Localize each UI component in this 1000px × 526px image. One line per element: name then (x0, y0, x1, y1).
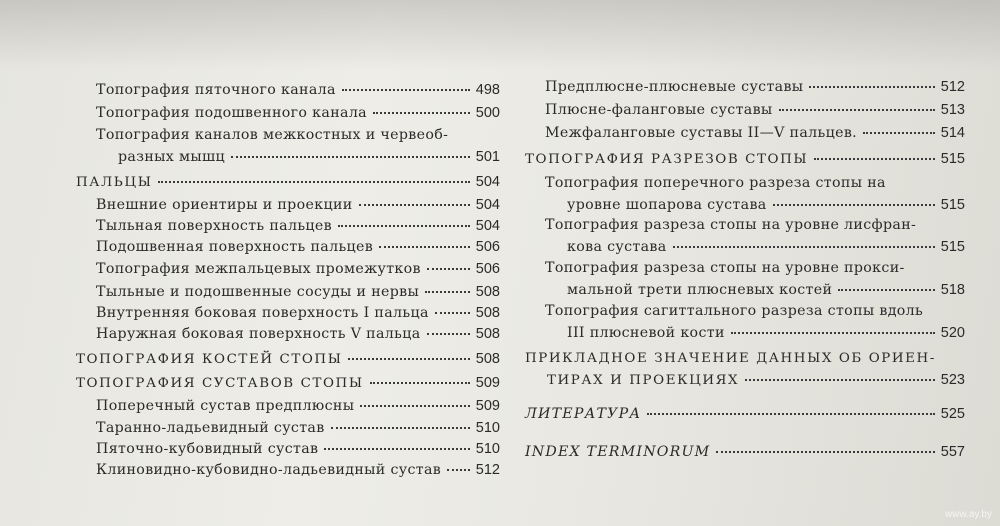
dot-leader (809, 86, 934, 88)
toc-entry-title: Подошвенная поверхность пальцев (96, 239, 374, 255)
toc-entry (76, 173, 500, 195)
dot-leader (370, 382, 470, 384)
toc-entry-title: Тыльная поверхность пальцев (96, 218, 332, 234)
toc-entry-title: Топография поперечного разреза стопы на (545, 175, 886, 191)
toc-entry-title-continued: ТИРАХ И ПРОЕКЦИЯХ (547, 373, 740, 388)
toc-entry (76, 104, 500, 126)
dot-leader (360, 405, 469, 407)
toc-entry (76, 304, 500, 326)
toc-entry-title: Топография подошвенного канала (96, 105, 367, 121)
toc-entry (76, 217, 500, 239)
dot-leader (647, 413, 934, 415)
toc-entry-title-continued: мальной трети плюсневых костей (567, 282, 833, 298)
toc-entry (76, 283, 500, 305)
toc-page-number: 518 (940, 282, 965, 298)
toc-page-number: 510 (475, 441, 500, 457)
toc-page-number: 504 (475, 174, 500, 190)
toc-entry-title-continued: уровне шопарова сустава (567, 197, 767, 213)
toc-entry-title-continued: III плюсневой кости (567, 325, 725, 341)
dot-leader (231, 156, 470, 158)
dot-leader (435, 312, 470, 314)
toc-entry-title: Межфаланговые суставы II—V пальцев. (545, 125, 858, 141)
toc-page-number: 508 (475, 284, 500, 300)
toc-entry-title: ПАЛЬЦЫ (76, 175, 153, 190)
toc-entry-title: Топография каналов межкостных и червеоб- (96, 127, 449, 143)
toc-page-number: 506 (475, 261, 500, 277)
dot-leader (673, 246, 935, 248)
toc-page-number: 525 (940, 406, 965, 422)
toc-page-number: 509 (475, 398, 500, 414)
toc-entry (525, 216, 965, 260)
toc-page-number: 506 (475, 239, 500, 255)
toc-entry (525, 302, 965, 346)
toc-entry (76, 238, 500, 260)
toc-page-number: 513 (940, 102, 965, 118)
toc-entry-title: ТОПОГРАФИЯ КОСТЕЙ СТОПЫ (76, 352, 343, 367)
dot-leader (427, 333, 470, 335)
toc-entry (76, 374, 500, 396)
dot-leader (731, 332, 935, 334)
toc-page-number: 557 (940, 444, 965, 460)
toc-entry-title: Топография разреза стопы на уровне прокси- (545, 260, 905, 276)
toc-entry-title: Таранно-ладьевидный сустав (96, 420, 325, 436)
toc-page-number: 504 (475, 218, 500, 234)
dot-leader (773, 204, 935, 206)
toc-entry-title: ПРИКЛАДНОЕ ЗНАЧЕНИЕ ДАННЫХ ОБ ОРИЕН- (525, 351, 936, 366)
toc-entry (76, 126, 500, 170)
toc-entry-title: Топография межпальцевых промежутков (96, 261, 421, 277)
toc-page-number: 500 (475, 105, 500, 121)
dot-leader (338, 225, 470, 227)
toc-entry (76, 440, 500, 462)
toc-entry (76, 350, 500, 372)
toc-column-left (76, 0, 500, 526)
dot-leader (373, 112, 470, 114)
toc-entry (76, 461, 500, 483)
dot-leader (359, 204, 470, 206)
dot-leader (425, 291, 470, 293)
toc-entry-title: Тыльные и подошвенные сосуды и нервы (96, 284, 420, 300)
dot-leader (447, 469, 470, 471)
toc-page-number: 523 (940, 372, 965, 388)
toc-entry-title: Топография пяточного канала (96, 82, 336, 98)
dot-leader (779, 109, 935, 111)
toc-entry-title: Внешние ориентиры и проекции (96, 197, 353, 213)
toc-entry (525, 150, 965, 172)
toc-page-number: 509 (475, 375, 500, 391)
toc-entry-title: Топография сагиттального разреза стопы вдоль (545, 303, 924, 319)
toc-page-number: 514 (940, 125, 965, 141)
toc-page-number: 508 (475, 326, 500, 342)
toc-entry-title: Плюсне-фаланговые суставы (545, 102, 773, 118)
toc-entry-title: ТОПОГРАФИЯ РАЗРЕЗОВ СТОПЫ (525, 152, 809, 167)
toc-entry-title-continued: кова сустава (567, 239, 667, 255)
dot-leader (342, 89, 470, 91)
dot-leader (427, 268, 470, 270)
toc-page-number: 498 (475, 82, 500, 98)
toc-entry-title: Пяточно-кубовидный сустав (96, 441, 319, 457)
toc-entry (525, 78, 965, 100)
toc-page-number: 512 (940, 79, 965, 95)
dot-leader (348, 358, 469, 360)
toc-page-number: 515 (940, 151, 965, 167)
dot-leader (379, 246, 470, 248)
toc-entry-title: ЛИТЕРАТУРА (525, 406, 642, 422)
toc-entry (525, 101, 965, 123)
toc-entry-title: Наружная боковая поверхность V пальца (96, 326, 421, 342)
watermark: www.ay.by (944, 509, 992, 520)
toc-entry (525, 259, 965, 303)
toc-entry (76, 397, 500, 419)
dot-leader (324, 448, 469, 450)
toc-page-number: 515 (940, 239, 965, 255)
toc-entry (76, 81, 500, 103)
toc-page-number: 501 (475, 149, 500, 165)
toc-entry (76, 260, 500, 282)
toc-entry-title-continued: разных мышц (118, 149, 226, 165)
toc-entry (76, 419, 500, 441)
dot-leader (716, 451, 934, 453)
toc-page-number: 515 (940, 197, 965, 213)
toc-entry-title: Внутренняя боковая поверхность I пальца (96, 305, 429, 321)
dot-leader (838, 289, 934, 291)
toc-entry (76, 196, 500, 218)
toc-page-number: 510 (475, 420, 500, 436)
toc-entry (525, 405, 965, 427)
toc-entry-title: Предплюсне-плюсневые суставы (545, 79, 804, 95)
dot-leader (814, 158, 935, 160)
toc-entry (525, 443, 965, 465)
dot-leader (158, 181, 469, 183)
toc-entry-title: Поперечный сустав предплюсны (96, 398, 355, 414)
toc-entry (525, 174, 965, 218)
toc-entry-title: Клиновидно-кубовидно-ладьевидный сустав (96, 462, 442, 478)
toc-entry-title: ТОПОГРАФИЯ СУСТАВОВ СТОПЫ (76, 376, 364, 391)
toc-page-number: 504 (475, 197, 500, 213)
toc-page-number: 520 (940, 325, 965, 341)
dot-leader (331, 427, 470, 429)
toc-page-number: 508 (475, 351, 500, 367)
toc-entry-title: INDEX TERMINORUM (525, 444, 711, 460)
dot-leader (863, 132, 935, 134)
toc-entry (525, 124, 965, 146)
dot-leader (745, 379, 935, 381)
toc-entry (525, 349, 965, 393)
toc-page-number: 512 (475, 462, 500, 478)
toc-column-right (525, 0, 965, 526)
toc-entry (76, 325, 500, 347)
toc-page-number: 508 (475, 305, 500, 321)
toc-entry-title: Топография разреза стопы на уровне лисфран- (545, 217, 917, 233)
